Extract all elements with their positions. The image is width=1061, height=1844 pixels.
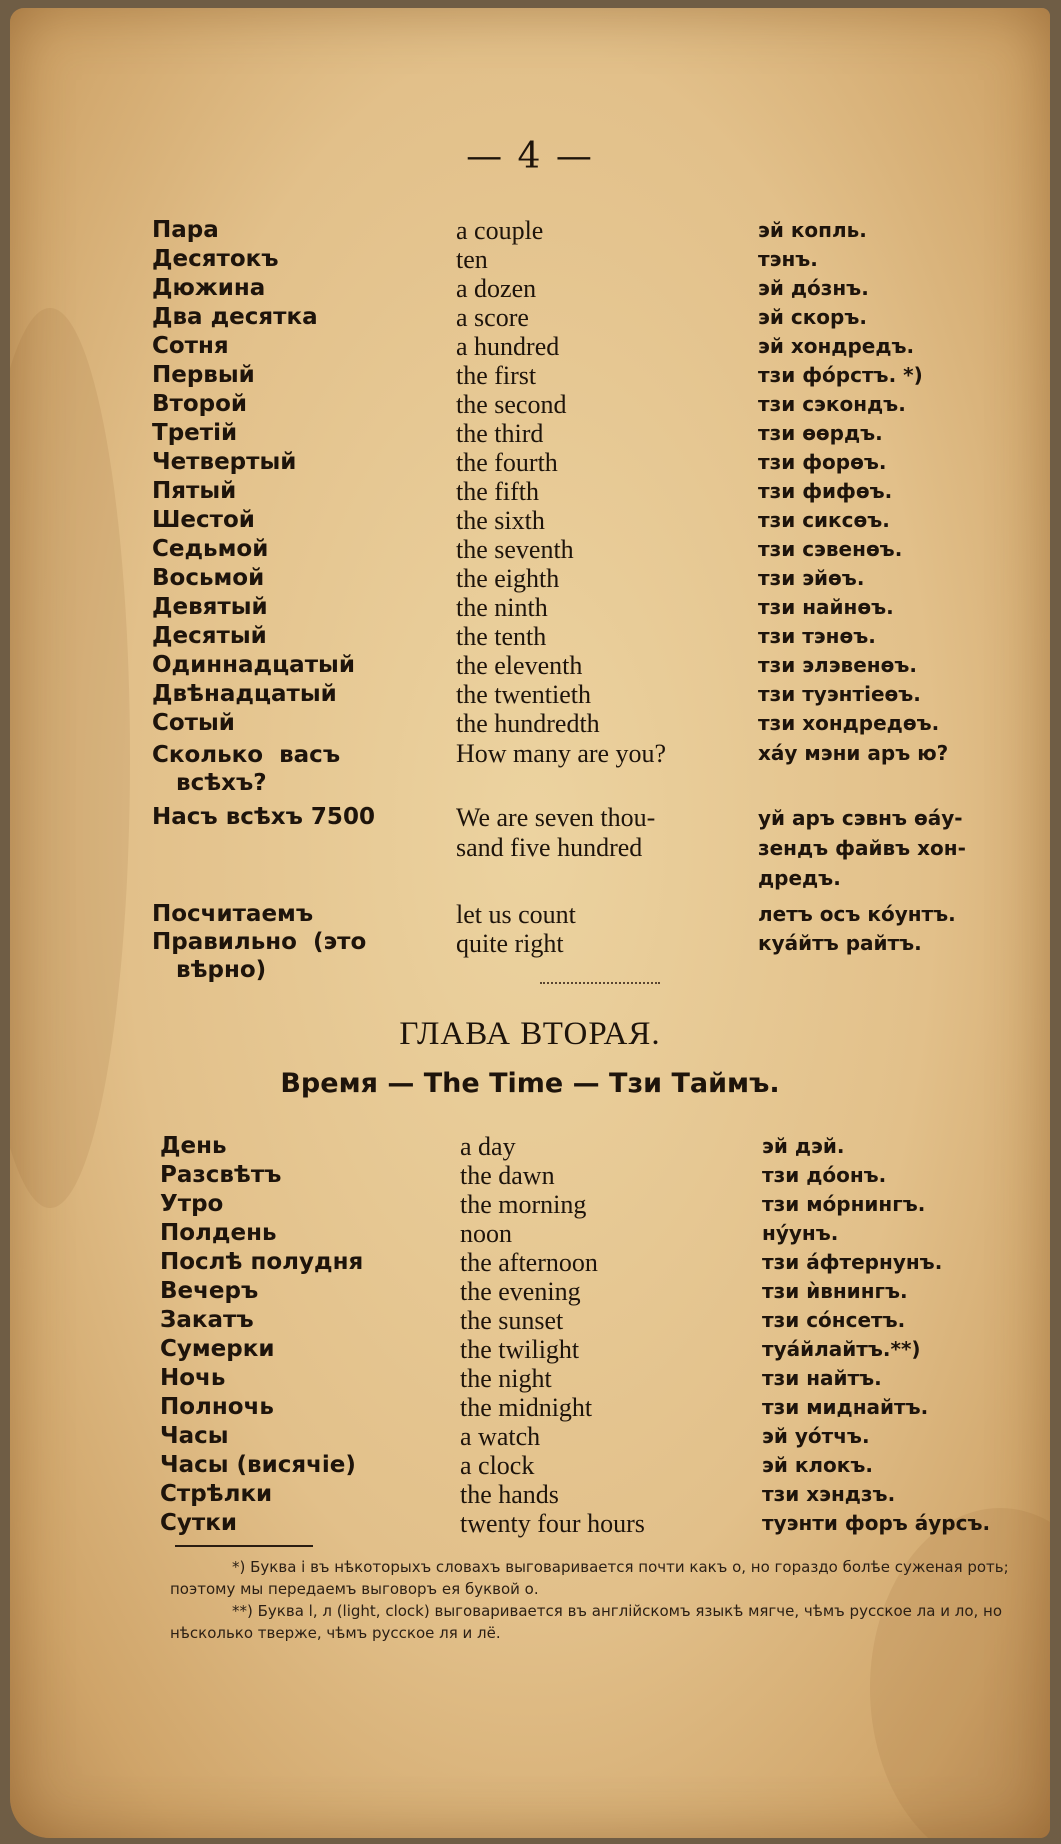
english-word: a score bbox=[456, 303, 529, 332]
russian-word: Третій bbox=[152, 420, 238, 446]
russian-word: Пятый bbox=[152, 478, 237, 504]
page-number: — 4 — bbox=[466, 136, 594, 177]
english-word: the midnight bbox=[460, 1393, 593, 1422]
transcription: эй дóзнъ. bbox=[758, 276, 869, 300]
vocab-row bbox=[10, 593, 1050, 622]
russian-word: Десятокъ bbox=[152, 246, 279, 272]
transcription: тзи тэнөъ. bbox=[758, 624, 876, 648]
vocabulary-list-numbers bbox=[10, 216, 1050, 738]
russian-word: Два десятка bbox=[152, 304, 318, 330]
vocab-row bbox=[10, 361, 1050, 390]
russian-word: Четвертый bbox=[152, 449, 297, 475]
vocab-row bbox=[10, 274, 1050, 303]
english-word: How many are you? bbox=[456, 739, 667, 768]
transcription: тзи сиксөъ. bbox=[758, 508, 890, 532]
english-word: the evening bbox=[460, 1277, 581, 1306]
russian-word: Сотня bbox=[152, 333, 229, 359]
russian-word: Посчитаемъ Правильно (это вѣрно) bbox=[152, 901, 367, 983]
english-word: the eighth bbox=[456, 564, 560, 593]
russian-word: Дюжина bbox=[152, 275, 266, 301]
vocab-row bbox=[10, 477, 1050, 506]
transcription: эй дэй. bbox=[762, 1134, 845, 1158]
english-word: the third bbox=[456, 419, 544, 448]
english-word: let us count quite right bbox=[456, 900, 576, 958]
english-word: the hands bbox=[460, 1480, 559, 1509]
transcription: тзи дóонъ. bbox=[762, 1163, 887, 1187]
english-word: the sunset bbox=[460, 1306, 564, 1335]
transcription: летъ осъ кóунтъ. куáйтъ райтъ. bbox=[758, 902, 956, 955]
vocab-row bbox=[10, 506, 1050, 535]
transcription: тзи сэкондъ. bbox=[758, 392, 906, 416]
russian-word: Часы bbox=[160, 1423, 229, 1449]
vocabulary-list-time bbox=[10, 1132, 1050, 1538]
footnote-rule bbox=[175, 1545, 313, 1547]
russian-word: Двѣнадцатый bbox=[152, 681, 337, 707]
english-word: the twilight bbox=[460, 1335, 580, 1364]
vocab-row bbox=[10, 1480, 1050, 1509]
english-word: the ninth bbox=[456, 593, 548, 622]
russian-word: Десятый bbox=[152, 623, 267, 649]
vocab-row bbox=[10, 245, 1050, 274]
transcription: эй копль. bbox=[758, 218, 867, 242]
transcription: уй аръ сэвнъ өáу- зендъ файвъ хон- дредъ. bbox=[758, 806, 966, 890]
section-divider bbox=[540, 982, 660, 990]
vocab-row bbox=[10, 651, 1050, 680]
russian-word: Послѣ полудня bbox=[160, 1249, 364, 1275]
chapter-title: ГЛАВА ВТОРАЯ. bbox=[399, 1016, 661, 1052]
russian-word: Полдень bbox=[160, 1220, 277, 1246]
russian-word: Стрѣлки bbox=[160, 1481, 273, 1507]
transcription: тзи фифөъ. bbox=[758, 479, 893, 503]
vocab-row bbox=[10, 332, 1050, 361]
english-word: the dawn bbox=[460, 1161, 555, 1190]
transcription: тзи форөъ. bbox=[758, 450, 887, 474]
footnotes bbox=[170, 1556, 1030, 1644]
english-word: the second bbox=[456, 390, 567, 419]
vocab-row bbox=[10, 1451, 1050, 1480]
russian-word: Второй bbox=[152, 391, 248, 417]
footnote: *) Буква і въ нѣкоторыхъ словахъ выговаривается почти какъ о, но гораздо болѣе суженая роть; поэтому мы передаемъ выговоръ ея буквой о. bbox=[170, 1558, 1009, 1598]
vocab-row bbox=[10, 448, 1050, 477]
russian-word: Ночь bbox=[160, 1365, 226, 1391]
vocab-row bbox=[10, 564, 1050, 593]
transcription: тзи хэндзъ. bbox=[762, 1482, 896, 1506]
transcription: тзи туэнтіеөъ. bbox=[758, 682, 921, 706]
transcription: эй хондредъ. bbox=[758, 334, 915, 358]
transcription: тзи сэвенөъ. bbox=[758, 537, 903, 561]
book-page bbox=[10, 8, 1050, 1838]
vocab-row bbox=[10, 1161, 1050, 1190]
transcription: тзи найнөъ. bbox=[758, 595, 894, 619]
transcription: туэнти форъ áурсъ. bbox=[762, 1511, 991, 1535]
transcription: тзи мóрнингъ. bbox=[762, 1192, 926, 1216]
english-word: the morning bbox=[460, 1190, 587, 1219]
russian-word: Разсвѣтъ bbox=[160, 1162, 282, 1188]
transcription: эй уóтчъ. bbox=[762, 1424, 870, 1448]
russian-word: Сумерки bbox=[160, 1336, 275, 1362]
english-word: the hundredth bbox=[456, 709, 600, 738]
footnote: **) Буква l, л (light, clock) выговаривается въ англійскомъ языкѣ мягче, чѣмъ русское ла и ло, но нѣсколько тверже, чѣмъ русское ля и лё. bbox=[170, 1602, 1003, 1642]
transcription: тзи өөрдъ. bbox=[758, 421, 883, 445]
russian-word: Полночь bbox=[160, 1394, 274, 1420]
english-word: the sixth bbox=[456, 506, 545, 535]
transcription: тзи миднайтъ. bbox=[762, 1395, 929, 1419]
english-word: a watch bbox=[460, 1422, 541, 1451]
russian-word: Насъ всѣхъ 7500 bbox=[152, 804, 375, 830]
russian-word: Пара bbox=[152, 217, 219, 243]
russian-word: Вечеръ bbox=[160, 1278, 259, 1304]
vocab-row bbox=[10, 1277, 1050, 1306]
vocab-row bbox=[10, 1132, 1050, 1161]
english-word: the afternoon bbox=[460, 1248, 598, 1277]
english-word: noon bbox=[460, 1219, 512, 1248]
russian-word: Сотый bbox=[152, 710, 235, 736]
vocab-row bbox=[10, 1190, 1050, 1219]
transcription: туáйлайтъ.**) bbox=[762, 1337, 921, 1361]
english-word: the tenth bbox=[456, 622, 547, 651]
vocab-row bbox=[10, 1422, 1050, 1451]
vocab-row bbox=[10, 1335, 1050, 1364]
vocab-row bbox=[10, 535, 1050, 564]
vocab-row bbox=[10, 1393, 1050, 1422]
transcription: тзи эйөъ. bbox=[758, 566, 865, 590]
transcription: хáу мэни аръ ю? bbox=[758, 741, 949, 765]
transcription: тэнъ. bbox=[758, 247, 818, 271]
english-word: twenty four hours bbox=[460, 1509, 645, 1538]
vocab-row bbox=[10, 1219, 1050, 1248]
transcription: тзи элэвенөъ. bbox=[758, 653, 917, 677]
english-word: the night bbox=[460, 1364, 552, 1393]
chapter-subtitle: Время — The Time — Тзи Таймъ. bbox=[280, 1068, 780, 1099]
transcription: нýунъ. bbox=[762, 1221, 839, 1245]
vocab-row bbox=[10, 622, 1050, 651]
english-word: the twentieth bbox=[456, 680, 592, 709]
transcription: эй клокъ. bbox=[762, 1453, 873, 1477]
english-word: a couple bbox=[456, 216, 544, 245]
english-word: a clock bbox=[460, 1451, 535, 1480]
russian-word: Сколько васъ всѣхъ? bbox=[152, 742, 341, 796]
transcription: тзи хондредөъ. bbox=[758, 711, 940, 735]
vocab-row bbox=[10, 390, 1050, 419]
transcription: эй скоръ. bbox=[758, 305, 867, 329]
english-word: the seventh bbox=[456, 535, 574, 564]
vocab-row bbox=[10, 303, 1050, 332]
russian-word: Девятый bbox=[152, 594, 268, 620]
transcription: тзи фóрстъ. *) bbox=[758, 363, 923, 387]
transcription: тзи áфтернунъ. bbox=[762, 1250, 943, 1274]
english-word: the fifth bbox=[456, 477, 540, 506]
russian-word: Сутки bbox=[160, 1510, 237, 1536]
vocab-row bbox=[10, 216, 1050, 245]
russian-word: Восьмой bbox=[152, 565, 265, 591]
russian-word: Утро bbox=[160, 1191, 224, 1217]
russian-word: Одиннадцатый bbox=[152, 652, 355, 678]
vocab-row bbox=[10, 709, 1050, 738]
english-word: a day bbox=[460, 1132, 516, 1161]
vocab-row bbox=[10, 1364, 1050, 1393]
transcription: тзи сóнсетъ. bbox=[762, 1308, 906, 1332]
transcription: тзи ѝвнингъ. bbox=[762, 1279, 908, 1303]
english-word: a hundred bbox=[456, 332, 560, 361]
english-word: the first bbox=[456, 361, 537, 390]
russian-word: Седьмой bbox=[152, 536, 269, 562]
russian-word: Часы (висячіе) bbox=[160, 1452, 356, 1478]
vocab-row bbox=[10, 680, 1050, 709]
russian-word: Закатъ bbox=[160, 1307, 254, 1333]
english-word: the eleventh bbox=[456, 651, 583, 680]
russian-word: День bbox=[160, 1133, 227, 1159]
vocab-row bbox=[10, 1306, 1050, 1335]
vocab-row bbox=[10, 419, 1050, 448]
english-word: the fourth bbox=[456, 448, 558, 477]
english-word: a dozen bbox=[456, 274, 537, 303]
vocab-row bbox=[10, 1248, 1050, 1277]
vocab-row bbox=[10, 1509, 1050, 1538]
english-word: ten bbox=[456, 245, 488, 274]
russian-word: Шестой bbox=[152, 507, 255, 533]
russian-word: Первый bbox=[152, 362, 255, 388]
english-word: We are seven thou- sand five hundred bbox=[456, 803, 656, 862]
transcription: тзи найтъ. bbox=[762, 1366, 882, 1390]
